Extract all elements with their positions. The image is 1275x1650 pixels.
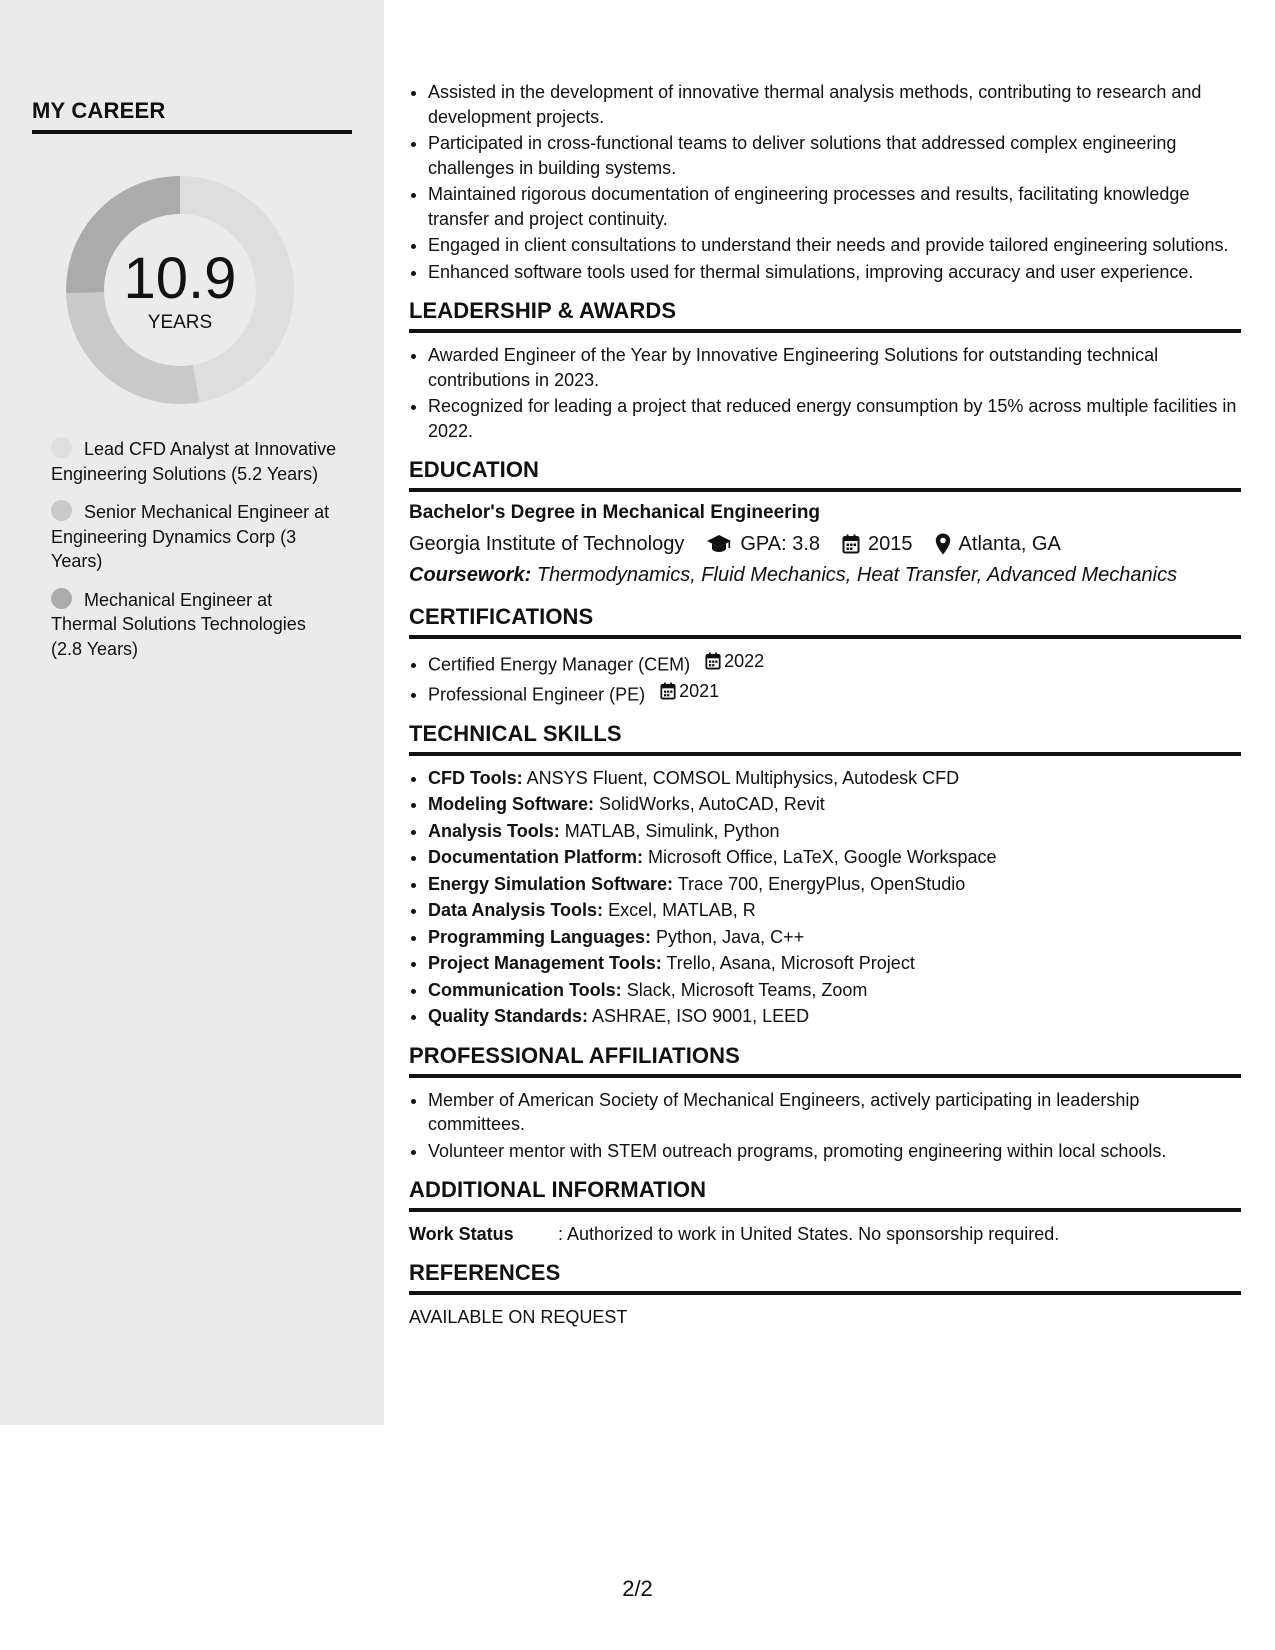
career-sidebar — [0, 0, 384, 1425]
affiliation-item: • Member of American Society of Mechanical Engineers, actively participating in leadership committees. — [428, 1088, 1241, 1137]
additional-info-section-title: ADDITIONAL INFORMATION — [409, 1177, 1241, 1212]
skill-label: Analysis Tools: — [428, 820, 560, 841]
skill-label: Communication Tools: — [428, 979, 622, 1000]
skill-item — [428, 792, 1241, 817]
work-status-value: : Authorized to work in United States. No sponsorship required. — [558, 1224, 1060, 1244]
skill-value: SolidWorks, AutoCAD, Revit — [599, 794, 825, 814]
skill-item — [428, 898, 1241, 923]
skill-value: Microsoft Office, LaTeX, Google Workspace — [648, 847, 997, 867]
leadership-item: • Awarded Engineer of the Year by Innovative Engineering Solutions for outstanding technical contributions in 2023. — [428, 343, 1241, 392]
total-years-unit: YEARS — [147, 312, 213, 333]
references-text: AVAILABLE ON REQUEST — [409, 1307, 628, 1327]
career-item — [51, 437, 341, 486]
legend-dot-icon — [51, 437, 72, 458]
location-pin-icon — [935, 533, 951, 555]
coursework-label: Coursework: — [409, 564, 532, 586]
skill-value: Trello, Asana, Microsoft Project — [666, 953, 915, 973]
certification-name: Professional Engineer (PE) — [428, 684, 646, 704]
page-number: 2/2 — [622, 1576, 653, 1601]
skill-item — [428, 978, 1241, 1003]
calendar-icon — [842, 534, 860, 554]
career-item-text: Lead CFD Analyst at Innovative Engineering Solutions (5.2 Years) — [51, 439, 337, 484]
education-year: 2015 — [868, 533, 913, 555]
certification-year: 2022 — [724, 651, 765, 671]
affiliation-item: • Volunteer mentor with STEM outreach programs, promoting engineering within local schools. — [428, 1139, 1241, 1164]
skill-value: ASHRAE, ISO 9001, LEED — [592, 1006, 810, 1026]
affiliations-section-title: PROFESSIONAL AFFILIATIONS — [409, 1043, 1241, 1078]
skill-item — [428, 925, 1241, 950]
leadership-item: • Recognized for leading a project that reduced energy consumption by 15% across multiple facilities in 2022. — [428, 394, 1241, 443]
career-donut-chart — [66, 176, 294, 404]
skill-value: Slack, Microsoft Teams, Zoom — [626, 979, 868, 1000]
skill-item — [428, 872, 1241, 897]
skill-label: CFD Tools: — [428, 767, 523, 788]
certification-item — [428, 679, 1241, 707]
education-school: Georgia Institute of Technology — [409, 533, 685, 555]
graduation-cap-icon — [706, 534, 732, 554]
skill-label: Energy Simulation Software: — [428, 873, 674, 894]
calendar-icon — [705, 652, 721, 670]
experience-bullets — [409, 80, 1241, 284]
career-heading: MY CAREER — [32, 98, 352, 134]
skill-value: MATLAB, Simulink, Python — [564, 820, 780, 841]
skill-value: ANSYS Fluent, COMSOL Multiphysics, Autodesk CFD — [526, 767, 960, 788]
references-section-title: REFERENCES — [409, 1260, 1241, 1295]
experience-bullet: • Participated in cross-functional teams to deliver solutions that addressed complex engineering challenges in building systems. — [428, 131, 1241, 180]
skill-value: Trace 700, EnergyPlus, OpenStudio — [677, 873, 966, 894]
experience-bullet: • Maintained rigorous documentation of engineering processes and results, facilitating knowledge transfer and project continuity. — [428, 182, 1241, 231]
career-item — [51, 500, 341, 574]
legend-dot-icon — [51, 500, 72, 521]
certifications-section-title: CERTIFICATIONS — [409, 604, 1241, 639]
skill-item — [428, 845, 1241, 870]
skill-item — [428, 1004, 1241, 1029]
education-gpa: GPA: 3.8 — [740, 533, 821, 555]
skill-label: Data Analysis Tools: — [428, 900, 604, 920]
skills-section-title: TECHNICAL SKILLS — [409, 721, 1241, 756]
experience-bullet: • Engaged in client consultations to understand their needs and provide tailored engineering solutions. — [428, 233, 1241, 258]
career-item-text: Mechanical Engineer at Thermal Solutions Technologies (2.8 Years) — [51, 589, 306, 659]
education-degree: Bachelor's Degree in Mechanical Engineering — [409, 502, 821, 523]
calendar-icon — [660, 682, 676, 700]
experience-bullet: • Enhanced software tools used for thermal simulations, improving accuracy and user experience. — [428, 260, 1241, 285]
certifications-list — [409, 649, 1241, 707]
skill-item — [428, 766, 1241, 791]
skill-label: Modeling Software: — [428, 794, 594, 814]
skill-label: Project Management Tools: — [428, 953, 662, 973]
skill-label: Quality Standards: — [428, 1006, 589, 1026]
leadership-section-title: LEADERSHIP & AWARDS — [409, 298, 1241, 333]
skill-item — [428, 819, 1241, 844]
skill-label: Documentation Platform: — [428, 847, 644, 867]
education-coursework — [409, 560, 1241, 590]
skills-list — [409, 766, 1241, 1029]
education-location: Atlanta, GA — [958, 533, 1061, 555]
certification-item — [428, 649, 1241, 677]
leadership-list — [409, 343, 1241, 443]
skill-item — [428, 951, 1241, 976]
main-content — [409, 80, 1241, 1329]
certification-name: Certified Energy Manager (CEM) — [428, 654, 691, 675]
work-status-label: Work Status — [409, 1224, 514, 1244]
skill-value: Python, Java, C++ — [656, 926, 805, 947]
skill-label: Programming Languages: — [428, 926, 652, 947]
experience-bullet: • Assisted in the development of innovative thermal analysis methods, contributing to research and development projects. — [428, 80, 1241, 129]
legend-dot-icon — [51, 588, 72, 609]
certification-year: 2021 — [679, 680, 720, 701]
education-details — [409, 530, 1241, 558]
education-section-title: EDUCATION — [409, 457, 1241, 492]
total-years-value: 10.9 — [123, 246, 237, 311]
skill-value: Excel, MATLAB, R — [608, 900, 756, 920]
work-status-row — [409, 1222, 1241, 1246]
career-item — [51, 588, 341, 662]
coursework-list: Thermodynamics, Fluid Mechanics, Heat Transfer, Advanced Mechanics — [536, 564, 1178, 586]
affiliations-list — [409, 1088, 1241, 1164]
career-item-text: Senior Mechanical Engineer at Engineering Dynamics Corp (3 Years) — [51, 502, 330, 571]
career-list — [51, 437, 341, 675]
